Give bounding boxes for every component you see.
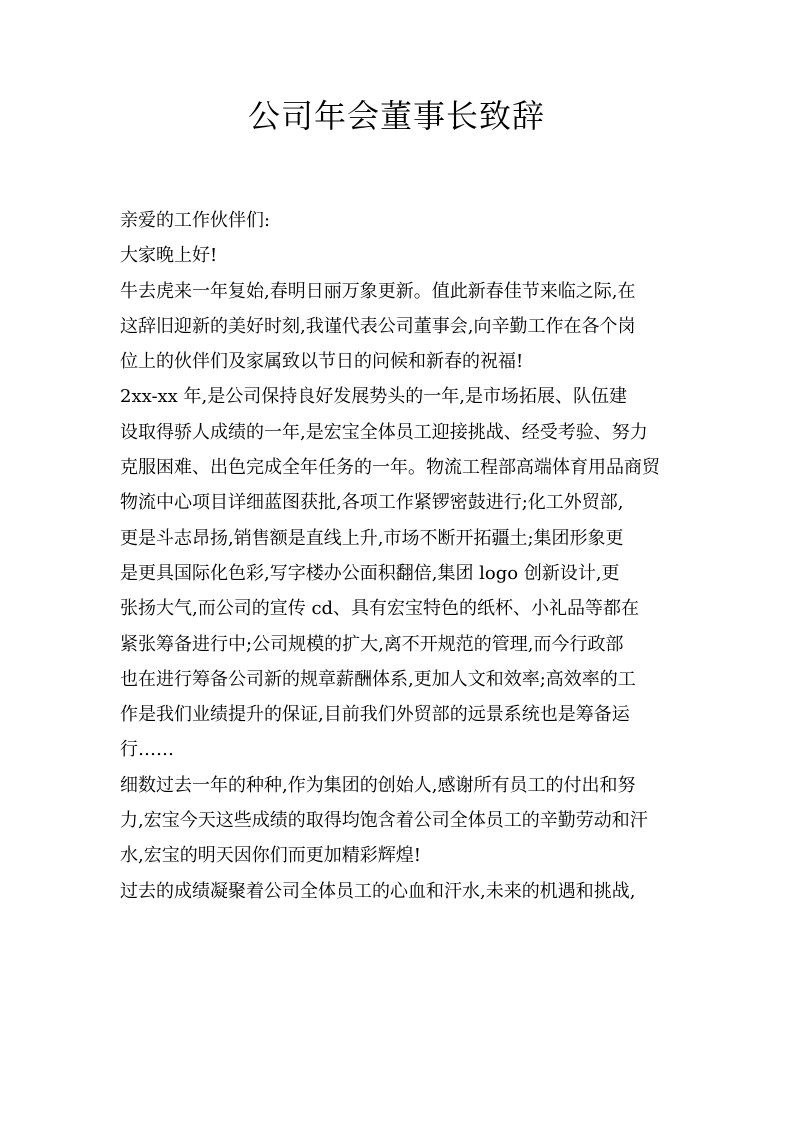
text-line: 更是斗志昂扬,销售额是直线上升,市场不断开拓疆土;集团形象更 xyxy=(120,527,624,549)
paragraph-greeting xyxy=(120,203,675,238)
paragraph-year-review xyxy=(120,379,675,767)
text-line: 作是我们业绩提升的保证,目前我们外贸部的远景系统也是筹备运 xyxy=(120,704,630,726)
text-line: 位上的伙伴们及家属致以节日的问候和新春的祝福! xyxy=(120,351,524,373)
text-line: 牛去虎来一年复始,春明日丽万象更新。值此新春佳节来临之际,在 xyxy=(120,280,636,302)
text-line: 紧张筹备进行中;公司规模的扩大,离不开规范的管理,而今行政部 xyxy=(120,633,624,655)
document-title: 公司年会董事长致辞 xyxy=(247,97,545,135)
text-line: 物流中心项目详细蓝图获批,各项工作紧锣密鼓进行;化工外贸部, xyxy=(120,492,624,514)
text-line: 也在进行筹备公司新的规章薪酬体系,更加人文和效率;高效率的工 xyxy=(120,668,636,690)
text-line: 行…… xyxy=(120,739,174,761)
text-line: 水,宏宝的明天因你们而更加精彩辉煌! xyxy=(120,845,421,867)
paragraph-future xyxy=(120,874,675,909)
text-line: 力,宏宝今天这些成绩的取得均饱含着公司全体员工的辛勤劳动和汗 xyxy=(120,810,648,832)
text-line: 是更具国际化色彩,写字楼办公面积翻倍,集团 logo 创新设计,更 xyxy=(120,562,620,584)
text-line: 亲爱的工作伙伴们: xyxy=(120,210,271,231)
text-line: 克服困难、出色完成全年任务的一年。物流工程部高端体育用品商贸 xyxy=(120,457,660,479)
paragraph-thanks xyxy=(120,768,675,874)
paragraph-new-year-wishes xyxy=(120,274,675,380)
paragraph-salutation xyxy=(120,238,675,273)
text-line: 过去的成绩凝聚着公司全体员工的心血和汗水,未来的机遇和挑战, xyxy=(120,880,636,902)
text-line: 这辞旧迎新的美好时刻,我谨代表公司董事会,向辛勤工作在各个岗 xyxy=(120,315,636,337)
document-body xyxy=(120,203,675,909)
text-line: 细数过去一年的种种,作为集团的创始人,感谢所有员工的付出和努 xyxy=(120,774,636,796)
text-line: 张扬大气,而公司的宣传 cd、具有宏宝特色的纸杯、小礼品等都在 xyxy=(120,598,640,620)
text-line: 大家晚上好! xyxy=(120,245,218,267)
text-line: 设取得骄人成绩的一年,是宏宝全体员工迎接挑战、经受考验、努力 xyxy=(120,421,648,443)
text-line: 2xx-xx 年,是公司保持良好发展势头的一年,是市场拓展、队伍建 xyxy=(120,386,627,408)
